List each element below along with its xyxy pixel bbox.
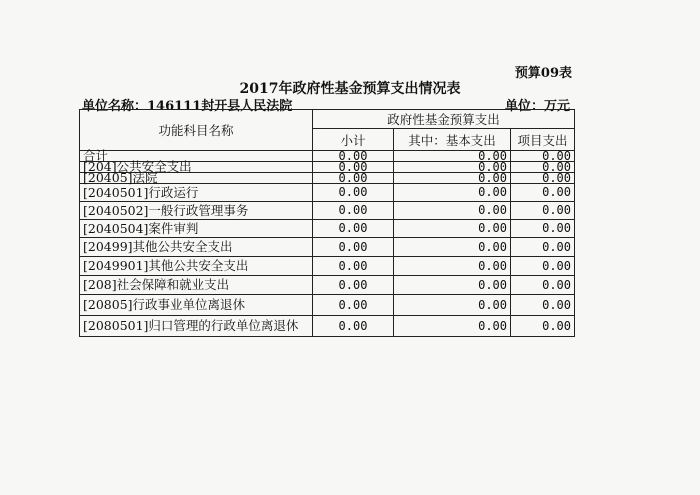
row-name: 合计 [80,151,313,162]
form-code: 预算09表 [514,66,572,81]
page-title: 2017年政府性基金预算支出情况表 [239,81,461,97]
row-basic: 0.00 [394,184,511,202]
row-name: [2040504]案件审判 [80,220,313,238]
row-basic: 0.00 [394,202,511,220]
row-subtotal: 0.00 [313,202,394,220]
table-row [80,316,575,337]
row-name: [2040501]行政运行 [80,184,313,202]
table-row [80,276,575,295]
table-row [80,220,575,238]
row-name: [2049901]其他公共安全支出 [80,257,313,276]
row-subtotal: 0.00 [313,295,394,316]
row-project: 0.00 [511,184,575,202]
row-name: [20499]其他公共安全支出 [80,238,313,257]
row-name: [2080501]归口管理的行政单位离退休 [80,316,313,337]
table-row [80,238,575,257]
header-function-subject: 功能科目名称 [80,110,313,151]
row-subtotal: 0.00 [313,173,394,184]
row-subtotal: 0.00 [313,151,394,162]
row-subtotal: 0.00 [313,316,394,337]
row-basic: 0.00 [394,257,511,276]
row-project: 0.00 [511,295,575,316]
header-project: 项目支出 [511,129,575,151]
header-basic: 其中：基本支出 [394,129,511,151]
row-name: [20405]法院 [80,173,313,184]
row-project: 0.00 [511,173,575,184]
row-basic: 0.00 [394,276,511,295]
row-project: 0.00 [511,257,575,276]
row-project: 0.00 [511,151,575,162]
table-row [80,202,575,220]
row-subtotal: 0.00 [313,162,394,173]
row-project: 0.00 [511,276,575,295]
row-basic: 0.00 [394,151,511,162]
row-project: 0.00 [511,220,575,238]
row-name: [2040502]一般行政管理事务 [80,202,313,220]
header-subtotal: 小计 [313,129,394,151]
row-subtotal: 0.00 [313,276,394,295]
row-subtotal: 0.00 [313,238,394,257]
row-basic: 0.00 [394,220,511,238]
unit-name: 单位名称：146111封开县人民法院 [82,99,293,114]
row-basic: 0.00 [394,316,511,337]
row-name: [208]社会保障和就业支出 [80,276,313,295]
row-basic: 0.00 [394,162,511,173]
table-row [80,257,575,276]
currency-unit: 单位：万元 [504,99,570,114]
row-project: 0.00 [511,238,575,257]
row-basic: 0.00 [394,173,511,184]
header-group: 政府性基金预算支出 [313,110,575,129]
row-project: 0.00 [511,316,575,337]
row-basic: 0.00 [394,238,511,257]
table-row [80,184,575,202]
row-name: [20805]行政事业单位离退休 [80,295,313,316]
row-name: [204]公共安全支出 [80,162,313,173]
row-subtotal: 0.00 [313,184,394,202]
row-basic: 0.00 [394,295,511,316]
table-row [80,173,575,184]
row-subtotal: 0.00 [313,257,394,276]
budget-table [79,109,575,337]
row-project: 0.00 [511,162,575,173]
row-subtotal: 0.00 [313,220,394,238]
row-project: 0.00 [511,202,575,220]
table-row [80,295,575,316]
